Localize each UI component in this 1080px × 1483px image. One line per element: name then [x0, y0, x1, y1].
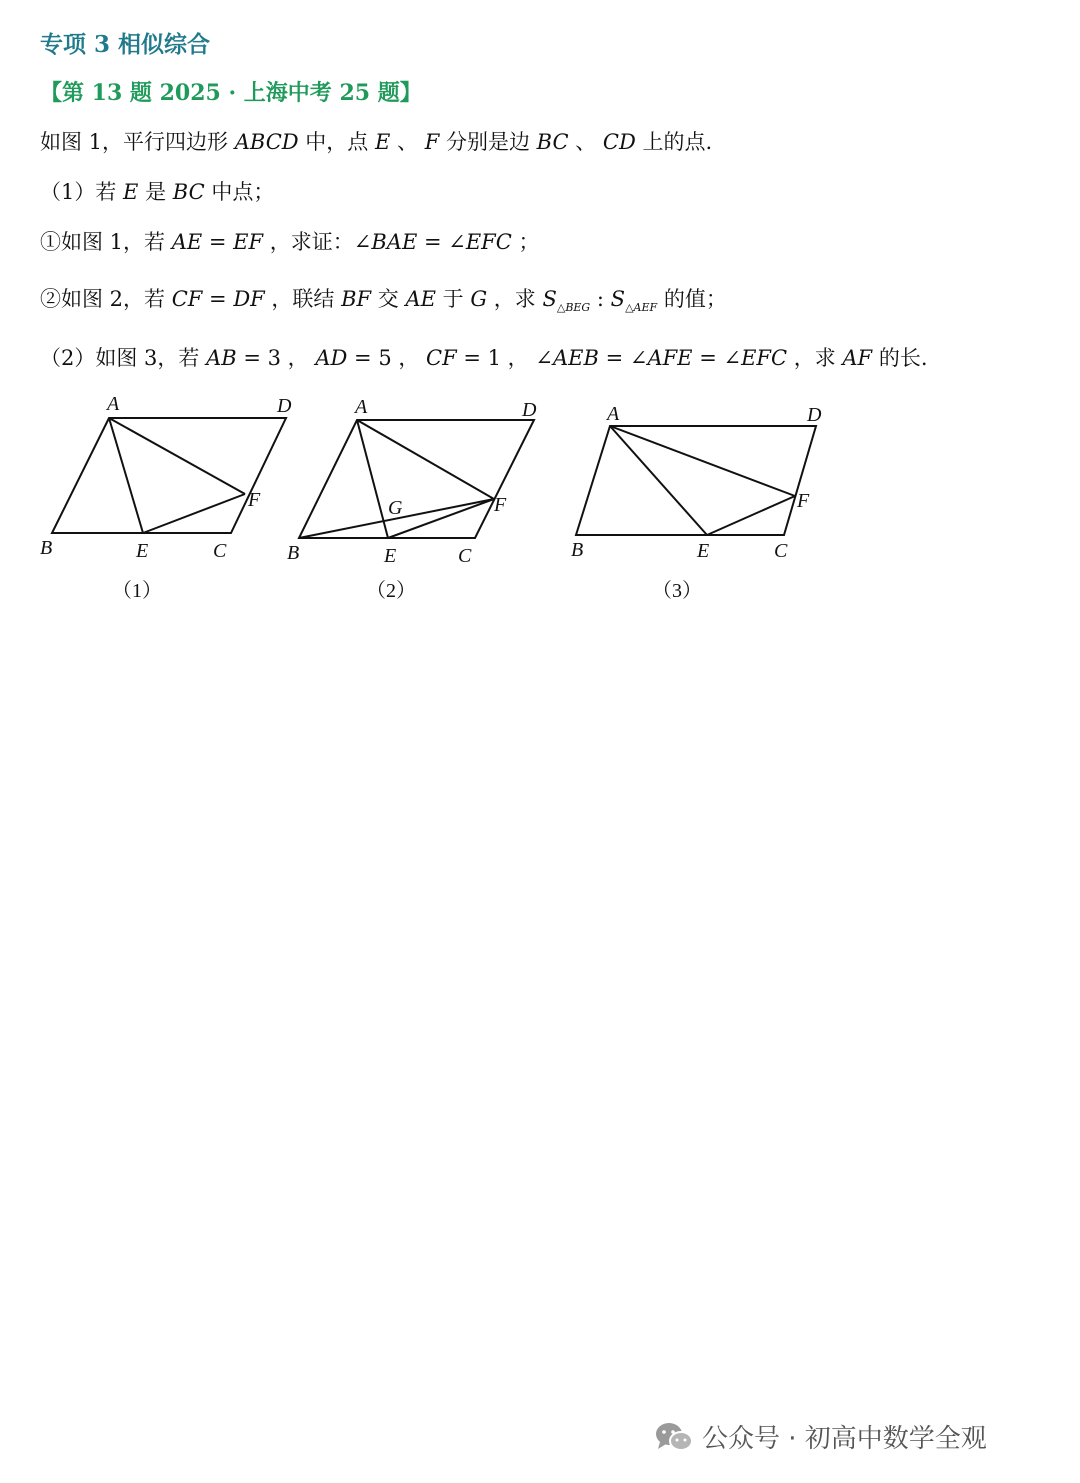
problem-part-1-sub-2: ②如图 2，若 CF = DF ，联结 BF 交 AE 于 G ，求 $S_{\triangle BEG}$ : $S_{\triangle AEF}$ 的值； [40, 287, 727, 315]
segment-af [610, 426, 795, 496]
label-A: A [107, 393, 120, 415]
label-D: D [522, 399, 537, 421]
label-G: G [388, 497, 403, 519]
figure-2 [282, 388, 552, 572]
problem-source: 【第 13 题 2025 · 上海中考 25 题】 [40, 80, 422, 106]
label-B: B [571, 539, 584, 561]
segment-ae [610, 426, 707, 535]
figure-3 [565, 388, 835, 572]
segment-af [109, 418, 245, 494]
figure-3-caption: （3） [652, 580, 702, 602]
label-D: D [807, 404, 822, 426]
label-A: A [607, 403, 620, 425]
segment-ef [707, 496, 795, 535]
problem-part-2: （2）如图 3，若 AB = 3 ， AD = 5 ， CF = 1 ， ∠AEB = ∠AFE = ∠EFC ，求 AF 的长. [40, 346, 928, 370]
parallelogram-abcd [576, 426, 816, 535]
figure-2-caption: （2） [366, 580, 416, 602]
wechat-icon [654, 1420, 694, 1454]
label-B: B [40, 537, 53, 559]
label-E: E [136, 540, 149, 562]
wechat-watermark [654, 1418, 987, 1455]
segment-af [357, 420, 494, 499]
figure-1 [35, 388, 305, 572]
label-F: F [494, 494, 507, 516]
watermark-text: 公众号 · 初高中数学全观 [702, 1424, 987, 1454]
figure-1-caption: （1） [112, 580, 162, 602]
label-E: E [384, 545, 397, 567]
label-D: D [277, 395, 292, 417]
parallelogram-abcd [299, 420, 534, 538]
label-C: C [458, 545, 472, 567]
parallelogram-abcd [52, 418, 286, 533]
label-A: A [355, 396, 368, 418]
problem-intro: 如图 1，平行四边形 ABCD 中，点 E 、 F 分别是边 BC 、 CD 上的点. [40, 130, 713, 154]
label-F: F [797, 490, 810, 512]
problem-part-1-sub-1: ①如图 1，若 AE = EF ，求证：∠BAE = ∠EFC ； [40, 230, 540, 254]
problem-part-1: （1）若 E 是 BC 中点； [40, 180, 275, 204]
label-E: E [697, 540, 710, 562]
label-C: C [213, 540, 227, 562]
label-F: F [248, 489, 261, 511]
section-heading: 专项 3 相似综合 [40, 31, 211, 58]
label-B: B [287, 542, 300, 564]
segment-ef [143, 494, 245, 533]
label-C: C [774, 540, 788, 562]
